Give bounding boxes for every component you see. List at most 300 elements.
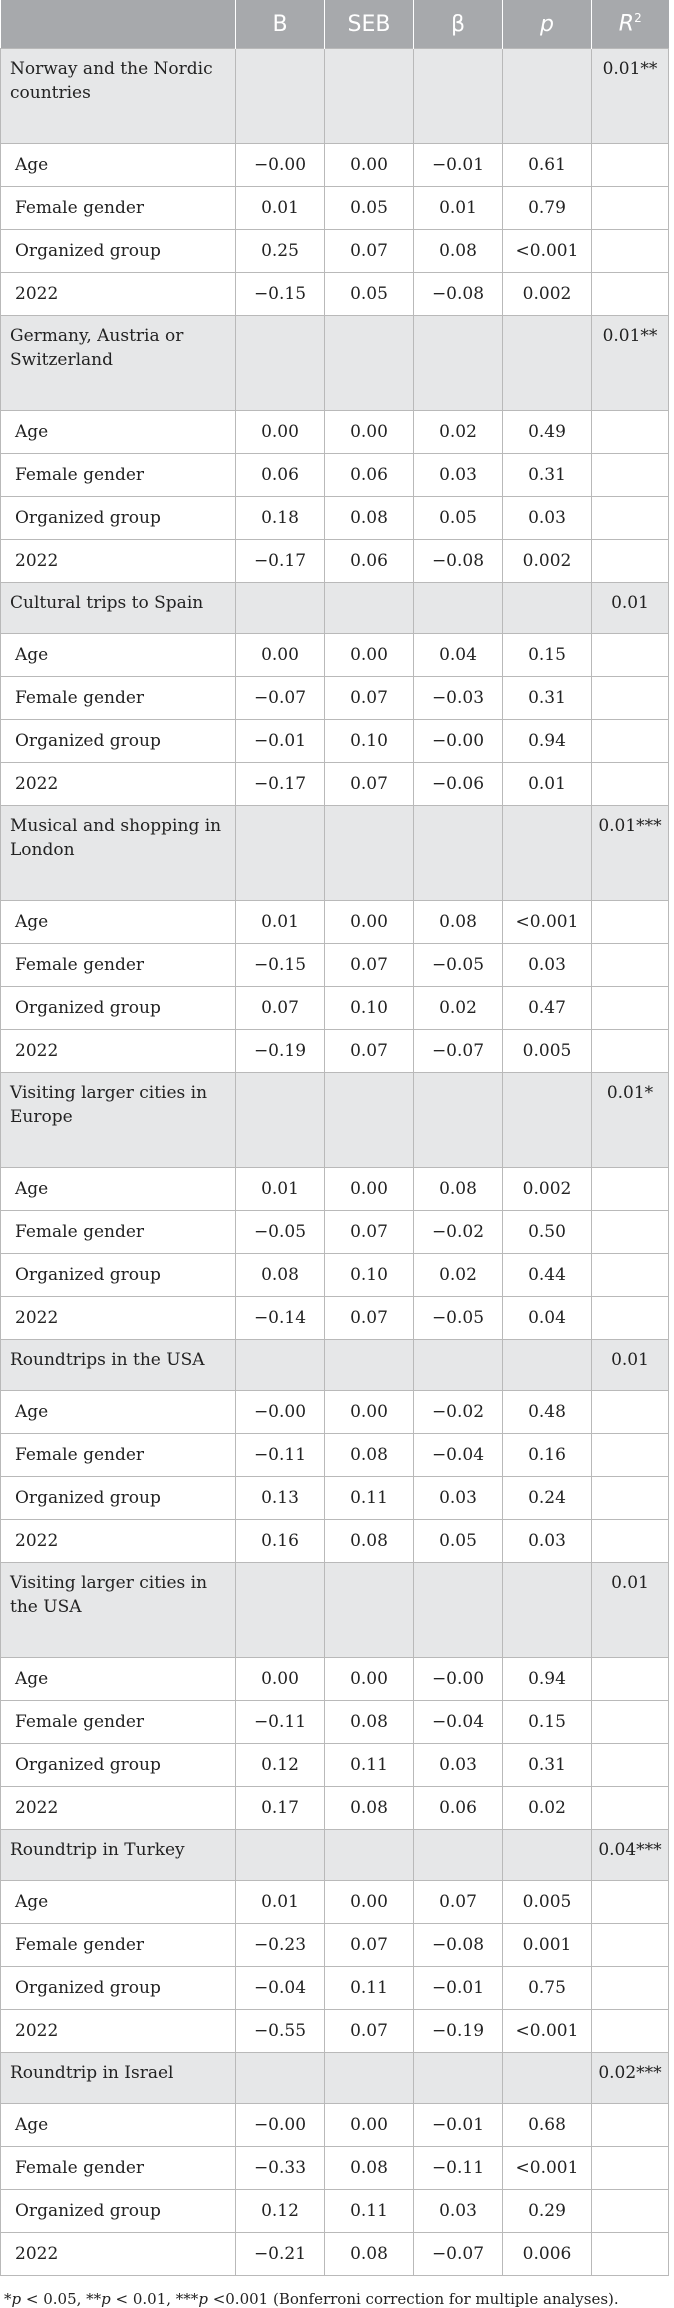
variable-label: Female gender [1, 1924, 236, 1967]
cell-seb: 0.07 [325, 2010, 414, 2053]
empty-cell [503, 1563, 592, 1658]
cell-seb: 0.06 [325, 540, 414, 583]
empty-cell [414, 49, 503, 144]
header-r2-base: R [618, 11, 635, 37]
variable-label: 2022 [1, 540, 236, 583]
table-row [1, 901, 669, 944]
variable-label: Age [1, 411, 236, 454]
group-row [1, 583, 669, 634]
cell-seb: 0.08 [325, 1701, 414, 1744]
variable-label: 2022 [1, 763, 236, 806]
cell-b: 0.08 [236, 1254, 325, 1297]
variable-label: Organized group [1, 2190, 236, 2233]
empty-cell [414, 1830, 503, 1881]
group-name: Cultural trips to Spain [1, 583, 236, 634]
cell-p: 0.01 [503, 763, 592, 806]
cell-p: 0.006 [503, 2233, 592, 2276]
table-body [1, 49, 669, 2276]
cell-b: −0.15 [236, 944, 325, 987]
group-name: Musical and shopping in London [1, 806, 236, 901]
variable-label: Organized group [1, 987, 236, 1030]
table-row [1, 1520, 669, 1563]
cell-beta: 0.04 [414, 634, 503, 677]
header-beta: β [414, 0, 503, 49]
variable-label: Female gender [1, 1701, 236, 1744]
cell-b: 0.12 [236, 1744, 325, 1787]
table-row [1, 1254, 669, 1297]
group-name: Visiting larger cities in Europe [1, 1073, 236, 1168]
variable-label: Age [1, 1168, 236, 1211]
cell-seb: 0.00 [325, 411, 414, 454]
cell-beta: −0.11 [414, 2147, 503, 2190]
cell-seb: 0.00 [325, 1391, 414, 1434]
table-row [1, 1881, 669, 1924]
group-r2: 0.01 [592, 583, 669, 634]
table-row [1, 1701, 669, 1744]
cell-seb: 0.10 [325, 1254, 414, 1297]
cell-b: −0.00 [236, 1391, 325, 1434]
cell-p: 0.47 [503, 987, 592, 1030]
variable-label: Age [1, 901, 236, 944]
cell-p: 0.16 [503, 1434, 592, 1477]
group-name: Roundtrips in the USA [1, 1340, 236, 1391]
empty-cell [592, 411, 669, 454]
empty-cell [592, 1477, 669, 1520]
cell-p: 0.04 [503, 1297, 592, 1340]
cell-seb: 0.07 [325, 763, 414, 806]
cell-b: 0.12 [236, 2190, 325, 2233]
cell-p: 0.03 [503, 1520, 592, 1563]
group-row [1, 49, 669, 144]
footnote-t2: < 0.01, *** [110, 2290, 199, 2308]
variable-label: 2022 [1, 2233, 236, 2276]
empty-cell [592, 230, 669, 273]
cell-b: −0.21 [236, 2233, 325, 2276]
variable-label: 2022 [1, 1297, 236, 1340]
empty-cell [592, 187, 669, 230]
group-name: Roundtrip in Turkey [1, 1830, 236, 1881]
group-r2: 0.04*** [592, 1830, 669, 1881]
cell-seb: 0.00 [325, 1168, 414, 1211]
cell-b: 0.13 [236, 1477, 325, 1520]
group-row [1, 1830, 669, 1881]
cell-p: 0.44 [503, 1254, 592, 1297]
cell-beta: 0.01 [414, 187, 503, 230]
cell-b: 0.01 [236, 1881, 325, 1924]
cell-p: <0.001 [503, 2147, 592, 2190]
cell-beta: −0.01 [414, 2104, 503, 2147]
variable-label: Age [1, 1881, 236, 1924]
variable-label: Female gender [1, 2147, 236, 2190]
empty-cell [236, 583, 325, 634]
table-row [1, 273, 669, 316]
variable-label: Organized group [1, 1967, 236, 2010]
cell-p: 0.02 [503, 1787, 592, 1830]
empty-cell [236, 1563, 325, 1658]
variable-label: Organized group [1, 1744, 236, 1787]
footnote [0, 2276, 674, 2308]
table-row [1, 1658, 669, 1701]
cell-beta: −0.02 [414, 1211, 503, 1254]
cell-seb: 0.11 [325, 1744, 414, 1787]
cell-b: −0.00 [236, 144, 325, 187]
cell-p: 0.002 [503, 540, 592, 583]
cell-b: 0.18 [236, 497, 325, 540]
group-row [1, 1073, 669, 1168]
cell-seb: 0.08 [325, 1434, 414, 1477]
empty-cell [414, 806, 503, 901]
variable-label: Female gender [1, 944, 236, 987]
empty-cell [414, 1340, 503, 1391]
group-r2: 0.01** [592, 49, 669, 144]
cell-p: 0.75 [503, 1967, 592, 2010]
table-row [1, 1924, 669, 1967]
cell-seb: 0.00 [325, 144, 414, 187]
table-row [1, 187, 669, 230]
empty-cell [592, 1254, 669, 1297]
cell-beta: −0.05 [414, 1297, 503, 1340]
table-row [1, 634, 669, 677]
cell-p: 0.002 [503, 1168, 592, 1211]
cell-seb: 0.00 [325, 1881, 414, 1924]
cell-beta: 0.02 [414, 987, 503, 1030]
cell-seb: 0.08 [325, 2147, 414, 2190]
cell-b: −0.23 [236, 1924, 325, 1967]
cell-p: 0.03 [503, 497, 592, 540]
header-row [1, 0, 669, 49]
header-b: B [236, 0, 325, 49]
empty-cell [503, 1830, 592, 1881]
cell-beta: −0.01 [414, 1967, 503, 2010]
empty-cell [592, 1701, 669, 1744]
group-r2: 0.02*** [592, 2053, 669, 2104]
variable-label: Age [1, 2104, 236, 2147]
empty-cell [592, 273, 669, 316]
variable-label: Female gender [1, 677, 236, 720]
cell-b: −0.14 [236, 1297, 325, 1340]
cell-p: 0.31 [503, 1744, 592, 1787]
cell-beta: 0.05 [414, 1520, 503, 1563]
cell-p: 0.005 [503, 1881, 592, 1924]
empty-cell [592, 1967, 669, 2010]
footnote-t1: < 0.05, ** [21, 2290, 102, 2308]
cell-p: 0.94 [503, 720, 592, 763]
empty-cell [503, 1340, 592, 1391]
empty-cell [414, 316, 503, 411]
variable-label: 2022 [1, 1030, 236, 1073]
empty-cell [592, 944, 669, 987]
empty-cell [592, 1030, 669, 1073]
empty-cell [325, 1563, 414, 1658]
cell-seb: 0.08 [325, 2233, 414, 2276]
cell-beta: 0.03 [414, 2190, 503, 2233]
cell-seb: 0.07 [325, 1030, 414, 1073]
empty-cell [592, 1168, 669, 1211]
empty-cell [236, 49, 325, 144]
cell-seb: 0.08 [325, 1787, 414, 1830]
cell-seb: 0.06 [325, 454, 414, 497]
empty-cell [592, 1297, 669, 1340]
cell-p: 0.002 [503, 273, 592, 316]
cell-b: 0.16 [236, 1520, 325, 1563]
empty-cell [414, 583, 503, 634]
empty-cell [325, 2053, 414, 2104]
cell-b: −0.04 [236, 1967, 325, 2010]
cell-p: 0.48 [503, 1391, 592, 1434]
cell-p: <0.001 [503, 901, 592, 944]
table-row [1, 1211, 669, 1254]
cell-beta: 0.07 [414, 1881, 503, 1924]
cell-seb: 0.07 [325, 944, 414, 987]
variable-label: Organized group [1, 720, 236, 763]
empty-cell [503, 49, 592, 144]
variable-label: Age [1, 1658, 236, 1701]
cell-seb: 0.11 [325, 2190, 414, 2233]
empty-cell [592, 677, 669, 720]
cell-b: 0.01 [236, 901, 325, 944]
table-row [1, 720, 669, 763]
cell-p: 0.68 [503, 2104, 592, 2147]
empty-cell [414, 1563, 503, 1658]
cell-beta: 0.08 [414, 901, 503, 944]
cell-seb: 0.00 [325, 901, 414, 944]
cell-beta: 0.02 [414, 411, 503, 454]
empty-cell [236, 806, 325, 901]
table-row [1, 454, 669, 497]
empty-cell [592, 2104, 669, 2147]
cell-seb: 0.05 [325, 187, 414, 230]
table-row [1, 944, 669, 987]
empty-cell [503, 806, 592, 901]
table-row [1, 1391, 669, 1434]
group-r2: 0.01** [592, 316, 669, 411]
empty-cell [592, 1881, 669, 1924]
cell-seb: 0.05 [325, 273, 414, 316]
cell-b: 0.00 [236, 411, 325, 454]
table-row [1, 411, 669, 454]
empty-cell [592, 1658, 669, 1701]
cell-beta: −0.07 [414, 1030, 503, 1073]
cell-beta: −0.08 [414, 540, 503, 583]
cell-seb: 0.00 [325, 1658, 414, 1701]
cell-seb: 0.00 [325, 634, 414, 677]
cell-b: −0.07 [236, 677, 325, 720]
empty-cell [325, 583, 414, 634]
cell-b: −0.17 [236, 540, 325, 583]
group-r2: 0.01 [592, 1340, 669, 1391]
variable-label: Age [1, 1391, 236, 1434]
header-label [1, 0, 236, 49]
cell-b: 0.01 [236, 1168, 325, 1211]
cell-seb: 0.07 [325, 1924, 414, 1967]
cell-beta: −0.00 [414, 1658, 503, 1701]
variable-label: Female gender [1, 1434, 236, 1477]
footnote-p3: p [198, 2290, 208, 2308]
empty-cell [592, 2190, 669, 2233]
empty-cell [592, 634, 669, 677]
empty-cell [592, 454, 669, 497]
empty-cell [592, 1434, 669, 1477]
cell-p: 0.001 [503, 1924, 592, 1967]
empty-cell [325, 1830, 414, 1881]
cell-seb: 0.08 [325, 497, 414, 540]
cell-b: −0.17 [236, 763, 325, 806]
table-row [1, 2233, 669, 2276]
group-name: Norway and the Nordic countries [1, 49, 236, 144]
cell-b: −0.01 [236, 720, 325, 763]
cell-beta: −0.04 [414, 1701, 503, 1744]
empty-cell [592, 540, 669, 583]
cell-seb: 0.07 [325, 230, 414, 273]
variable-label: Female gender [1, 1211, 236, 1254]
empty-cell [325, 1340, 414, 1391]
empty-cell [592, 720, 669, 763]
group-row [1, 1340, 669, 1391]
table-row [1, 1168, 669, 1211]
table-row [1, 2010, 669, 2053]
empty-cell [414, 1073, 503, 1168]
cell-p: 0.15 [503, 634, 592, 677]
table-row [1, 1787, 669, 1830]
empty-cell [325, 806, 414, 901]
cell-b: −0.33 [236, 2147, 325, 2190]
cell-p: 0.31 [503, 454, 592, 497]
cell-beta: −0.01 [414, 144, 503, 187]
cell-beta: −0.02 [414, 1391, 503, 1434]
cell-beta: 0.08 [414, 230, 503, 273]
empty-cell [503, 1073, 592, 1168]
header-seb: SEB [325, 0, 414, 49]
table-row [1, 2104, 669, 2147]
cell-beta: −0.08 [414, 1924, 503, 1967]
empty-cell [503, 316, 592, 411]
empty-cell [592, 1520, 669, 1563]
cell-seb: 0.07 [325, 1211, 414, 1254]
empty-cell [592, 987, 669, 1030]
variable-label: 2022 [1, 273, 236, 316]
cell-beta: −0.19 [414, 2010, 503, 2053]
cell-beta: 0.08 [414, 1168, 503, 1211]
cell-p: 0.31 [503, 677, 592, 720]
cell-beta: −0.03 [414, 677, 503, 720]
table-row [1, 2190, 669, 2233]
cell-seb: 0.10 [325, 720, 414, 763]
cell-beta: 0.02 [414, 1254, 503, 1297]
cell-beta: 0.06 [414, 1787, 503, 1830]
cell-seb: 0.00 [325, 2104, 414, 2147]
cell-b: 0.17 [236, 1787, 325, 1830]
empty-cell [592, 1924, 669, 1967]
variable-label: Organized group [1, 230, 236, 273]
cell-p: 0.61 [503, 144, 592, 187]
cell-p: 0.50 [503, 1211, 592, 1254]
empty-cell [592, 2010, 669, 2053]
table-row [1, 1297, 669, 1340]
cell-p: 0.79 [503, 187, 592, 230]
header-r2-sup: 2 [634, 11, 642, 26]
cell-beta: −0.08 [414, 273, 503, 316]
table-row [1, 1434, 669, 1477]
variable-label: Female gender [1, 454, 236, 497]
cell-b: −0.15 [236, 273, 325, 316]
cell-beta: 0.03 [414, 454, 503, 497]
empty-cell [325, 49, 414, 144]
group-r2: 0.01 [592, 1563, 669, 1658]
cell-p: 0.15 [503, 1701, 592, 1744]
empty-cell [592, 1211, 669, 1254]
variable-label: Age [1, 634, 236, 677]
table-row [1, 230, 669, 273]
table-row [1, 987, 669, 1030]
variable-label: Organized group [1, 1254, 236, 1297]
cell-p: 0.94 [503, 1658, 592, 1701]
empty-cell [592, 763, 669, 806]
footnote-p2: p [101, 2290, 111, 2308]
table-row [1, 2147, 669, 2190]
empty-cell [592, 1787, 669, 1830]
empty-cell [592, 901, 669, 944]
empty-cell [236, 1830, 325, 1881]
group-name: Germany, Austria or Switzerland [1, 316, 236, 411]
table-row [1, 1477, 669, 1520]
group-row [1, 1563, 669, 1658]
cell-p: 0.49 [503, 411, 592, 454]
cell-b: 0.06 [236, 454, 325, 497]
cell-seb: 0.10 [325, 987, 414, 1030]
cell-b: −0.00 [236, 2104, 325, 2147]
variable-label: Organized group [1, 497, 236, 540]
empty-cell [503, 583, 592, 634]
cell-p: <0.001 [503, 2010, 592, 2053]
table-row [1, 497, 669, 540]
empty-cell [325, 1073, 414, 1168]
table-row [1, 763, 669, 806]
cell-b: 0.01 [236, 187, 325, 230]
header-p-text: p [540, 11, 554, 37]
cell-b: −0.19 [236, 1030, 325, 1073]
variable-label: 2022 [1, 2010, 236, 2053]
cell-p: 0.005 [503, 1030, 592, 1073]
variable-label: 2022 [1, 1520, 236, 1563]
table-row [1, 540, 669, 583]
cell-b: −0.11 [236, 1434, 325, 1477]
cell-beta: 0.05 [414, 497, 503, 540]
empty-cell [592, 497, 669, 540]
variable-label: Female gender [1, 187, 236, 230]
cell-seb: 0.07 [325, 1297, 414, 1340]
cell-p: 0.29 [503, 2190, 592, 2233]
cell-beta: 0.03 [414, 1477, 503, 1520]
table-row [1, 677, 669, 720]
footnote-p1: p [11, 2290, 22, 2308]
variable-label: Age [1, 144, 236, 187]
cell-beta: −0.00 [414, 720, 503, 763]
cell-seb: 0.11 [325, 1967, 414, 2010]
table-row [1, 144, 669, 187]
group-row [1, 316, 669, 411]
cell-b: 0.00 [236, 634, 325, 677]
empty-cell [592, 1744, 669, 1787]
cell-seb: 0.07 [325, 677, 414, 720]
empty-cell [236, 2053, 325, 2104]
group-name: Roundtrip in Israel [1, 2053, 236, 2104]
cell-b: −0.05 [236, 1211, 325, 1254]
empty-cell [592, 1391, 669, 1434]
empty-cell [236, 1340, 325, 1391]
group-row [1, 806, 669, 901]
empty-cell [503, 2053, 592, 2104]
empty-cell [325, 316, 414, 411]
